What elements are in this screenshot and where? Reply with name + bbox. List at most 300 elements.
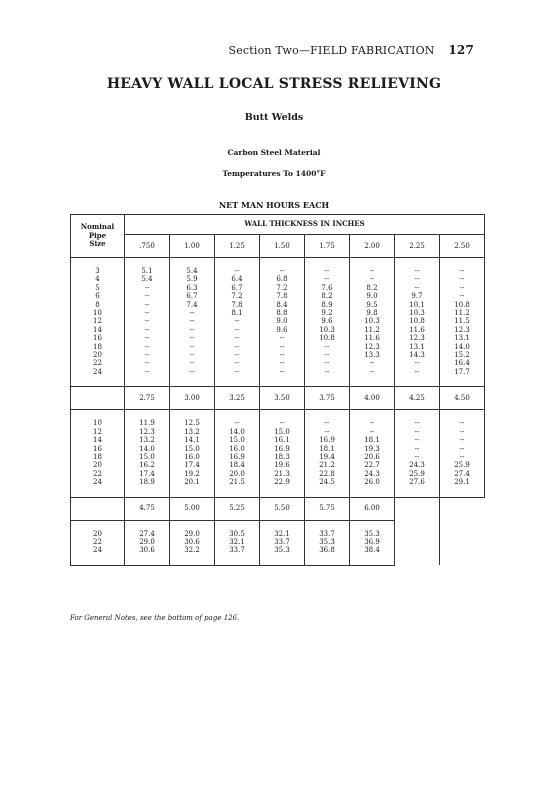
value-cell: 25.9 bbox=[395, 470, 440, 478]
value-cell: -- bbox=[215, 343, 260, 351]
spacer-row bbox=[71, 258, 485, 268]
spacer-cell bbox=[71, 487, 125, 498]
spacer-cell bbox=[125, 376, 170, 387]
thickness-header: .750 bbox=[125, 235, 170, 258]
value-cell: 9.7 bbox=[395, 292, 440, 300]
value-cell: 9.0 bbox=[350, 292, 395, 300]
value-cell: -- bbox=[125, 351, 170, 359]
spacer-cell bbox=[440, 376, 485, 387]
thickness-header: 5.25 bbox=[215, 497, 260, 520]
value-cell: 6.3 bbox=[170, 284, 215, 292]
value-cell: 21.3 bbox=[260, 470, 305, 478]
table-row bbox=[71, 453, 485, 461]
empty-cell bbox=[395, 530, 440, 538]
value-cell: 24.3 bbox=[350, 470, 395, 478]
value-cell: -- bbox=[395, 267, 440, 275]
value-cell: 16.9 bbox=[305, 436, 350, 444]
value-cell: 9.8 bbox=[350, 309, 395, 317]
value-cell: 8.9 bbox=[305, 301, 350, 309]
thickness-header: 6.00 bbox=[350, 497, 395, 520]
material-label: Carbon Steel Material bbox=[227, 148, 321, 157]
pipe-size-cell: 12 bbox=[71, 317, 125, 325]
value-cell: 15.0 bbox=[170, 445, 215, 453]
value-cell: 10.3 bbox=[350, 317, 395, 325]
spacer-cell bbox=[350, 555, 395, 566]
value-cell: 9.6 bbox=[260, 326, 305, 334]
spacer-cell bbox=[170, 376, 215, 387]
stub-header-line: Pipe bbox=[88, 230, 107, 240]
spacer-cell bbox=[395, 410, 440, 420]
stub-header bbox=[71, 215, 125, 258]
table-row bbox=[71, 343, 485, 351]
value-cell: 33.7 bbox=[260, 538, 305, 546]
table-row bbox=[71, 428, 485, 436]
value-cell: 33.7 bbox=[215, 546, 260, 554]
spacer-cell bbox=[350, 258, 395, 268]
empty-cell bbox=[395, 497, 440, 520]
empty-cell bbox=[440, 530, 485, 538]
table-row bbox=[71, 419, 485, 427]
value-cell: 7.6 bbox=[305, 284, 350, 292]
value-cell: -- bbox=[350, 428, 395, 436]
spacer-row bbox=[71, 520, 485, 530]
value-cell: -- bbox=[305, 267, 350, 275]
thickness-header: 1.75 bbox=[305, 235, 350, 258]
thickness-header: 4.75 bbox=[125, 497, 170, 520]
value-cell: -- bbox=[170, 334, 215, 342]
pipe-size-cell: 24 bbox=[71, 478, 125, 486]
spacer-cell bbox=[305, 520, 350, 530]
value-cell: 11.2 bbox=[350, 326, 395, 334]
pipe-size-cell: 22 bbox=[71, 359, 125, 367]
thickness-header: 3.75 bbox=[305, 387, 350, 410]
value-cell: -- bbox=[350, 267, 395, 275]
value-cell: -- bbox=[260, 343, 305, 351]
man-hours-table bbox=[70, 214, 485, 566]
table-row bbox=[71, 267, 485, 275]
value-cell: 27.6 bbox=[395, 478, 440, 486]
thickness-header: 4.25 bbox=[395, 387, 440, 410]
value-cell: 5.4 bbox=[125, 275, 170, 283]
spacer-row bbox=[71, 555, 485, 566]
value-cell: 18.4 bbox=[215, 461, 260, 469]
table-row bbox=[71, 309, 485, 317]
spacer-cell bbox=[71, 258, 125, 268]
spacer-cell bbox=[125, 258, 170, 268]
value-cell: -- bbox=[215, 359, 260, 367]
value-cell: 13.1 bbox=[395, 343, 440, 351]
spacer-cell bbox=[215, 258, 260, 268]
spacer-cell bbox=[395, 487, 440, 498]
value-cell: -- bbox=[440, 453, 485, 461]
value-cell: 15.0 bbox=[215, 436, 260, 444]
spacer-cell bbox=[395, 258, 440, 268]
pipe-size-cell: 24 bbox=[71, 546, 125, 554]
thickness-header: 1.00 bbox=[170, 235, 215, 258]
pipe-size-cell: 5 bbox=[71, 284, 125, 292]
value-cell: 13.2 bbox=[170, 428, 215, 436]
value-cell: -- bbox=[395, 436, 440, 444]
spacer-cell bbox=[215, 520, 260, 530]
value-cell: 17.4 bbox=[125, 470, 170, 478]
value-cell: 10.3 bbox=[395, 309, 440, 317]
value-cell: -- bbox=[170, 317, 215, 325]
table-row bbox=[71, 326, 485, 334]
value-cell: -- bbox=[440, 292, 485, 300]
pipe-size-cell: 20 bbox=[71, 461, 125, 469]
spacer-cell bbox=[170, 258, 215, 268]
value-cell: 16.9 bbox=[260, 445, 305, 453]
value-cell: -- bbox=[170, 343, 215, 351]
value-cell: 35.3 bbox=[350, 530, 395, 538]
spacer-cell bbox=[440, 410, 485, 420]
thickness-header: 1.50 bbox=[260, 235, 305, 258]
pipe-size-cell: 16 bbox=[71, 445, 125, 453]
value-cell: 6.8 bbox=[260, 275, 305, 283]
value-cell: 5.4 bbox=[170, 267, 215, 275]
value-cell: 18.3 bbox=[260, 453, 305, 461]
value-cell: -- bbox=[170, 359, 215, 367]
value-cell: -- bbox=[125, 334, 170, 342]
value-cell: 26.0 bbox=[350, 478, 395, 486]
value-cell: 11.6 bbox=[350, 334, 395, 342]
table-row bbox=[71, 284, 485, 292]
value-cell: 7.2 bbox=[215, 292, 260, 300]
value-cell: 19.4 bbox=[305, 453, 350, 461]
table-row bbox=[71, 478, 485, 486]
pipe-size-cell: 3 bbox=[71, 267, 125, 275]
pipe-size-cell: 20 bbox=[71, 530, 125, 538]
spacer-cell bbox=[395, 520, 440, 530]
thickness-header: 2.75 bbox=[125, 387, 170, 410]
thickness-header: 2.50 bbox=[440, 235, 485, 258]
value-cell: 32.1 bbox=[215, 538, 260, 546]
thickness-header: 3.00 bbox=[170, 387, 215, 410]
pipe-size-cell: 16 bbox=[71, 334, 125, 342]
value-cell: -- bbox=[125, 317, 170, 325]
value-cell: -- bbox=[395, 359, 440, 367]
spacer-cell bbox=[440, 258, 485, 268]
value-cell: 30.5 bbox=[215, 530, 260, 538]
value-cell: 16.0 bbox=[215, 445, 260, 453]
value-cell: -- bbox=[350, 419, 395, 427]
thickness-header-row bbox=[71, 497, 485, 520]
spacer-cell bbox=[260, 487, 305, 498]
spacer-cell bbox=[260, 258, 305, 268]
pipe-size-cell: 4 bbox=[71, 275, 125, 283]
value-cell: -- bbox=[350, 368, 395, 376]
table-row bbox=[71, 470, 485, 478]
value-cell: -- bbox=[170, 351, 215, 359]
spacer-cell bbox=[395, 555, 440, 566]
spacer-cell bbox=[440, 555, 485, 566]
spacer-cell bbox=[440, 520, 485, 530]
spacer-cell bbox=[305, 487, 350, 498]
value-cell: 11.9 bbox=[125, 419, 170, 427]
spacer-cell bbox=[260, 555, 305, 566]
value-cell: 18.9 bbox=[125, 478, 170, 486]
thickness-header: 3.25 bbox=[215, 387, 260, 410]
value-cell: -- bbox=[170, 326, 215, 334]
value-cell: -- bbox=[260, 334, 305, 342]
stub-header-line: Nominal bbox=[80, 222, 115, 232]
value-cell: -- bbox=[350, 275, 395, 283]
pipe-size-cell: 6 bbox=[71, 292, 125, 300]
value-cell: -- bbox=[440, 445, 485, 453]
value-cell: -- bbox=[125, 292, 170, 300]
value-cell: -- bbox=[170, 368, 215, 376]
spacer-cell bbox=[71, 520, 125, 530]
value-cell: -- bbox=[305, 428, 350, 436]
value-cell: 9.0 bbox=[260, 317, 305, 325]
value-cell: -- bbox=[125, 301, 170, 309]
spacer-cell bbox=[440, 487, 485, 498]
value-cell: 19.3 bbox=[350, 445, 395, 453]
value-cell: 30.6 bbox=[170, 538, 215, 546]
spacer-cell bbox=[215, 487, 260, 498]
value-cell: 12.3 bbox=[350, 343, 395, 351]
value-cell: 24.3 bbox=[395, 461, 440, 469]
spacer-cell bbox=[125, 410, 170, 420]
value-cell: -- bbox=[125, 359, 170, 367]
table-row bbox=[71, 461, 485, 469]
spacer-cell bbox=[395, 376, 440, 387]
value-cell: -- bbox=[125, 326, 170, 334]
man-hours-label: NET MAN HOURS EACH bbox=[218, 200, 330, 210]
value-cell: -- bbox=[440, 275, 485, 283]
pipe-size-cell: 14 bbox=[71, 436, 125, 444]
value-cell: 10.8 bbox=[305, 334, 350, 342]
thickness-header: 1.25 bbox=[215, 235, 260, 258]
value-cell: -- bbox=[125, 368, 170, 376]
pipe-size-cell: 10 bbox=[71, 419, 125, 427]
value-cell: -- bbox=[260, 419, 305, 427]
spacer-cell bbox=[305, 376, 350, 387]
thickness-header: 2.25 bbox=[395, 235, 440, 258]
pipe-size-cell: 10 bbox=[71, 309, 125, 317]
value-cell: 5.9 bbox=[170, 275, 215, 283]
spacer-row bbox=[71, 376, 485, 387]
value-cell: 12.5 bbox=[170, 419, 215, 427]
pipe-size-cell: 14 bbox=[71, 326, 125, 334]
value-cell: -- bbox=[395, 445, 440, 453]
value-cell: 13.1 bbox=[440, 334, 485, 342]
spacer-cell bbox=[305, 258, 350, 268]
pipe-size-cell: 24 bbox=[71, 368, 125, 376]
value-cell: 18.1 bbox=[305, 445, 350, 453]
value-cell: -- bbox=[125, 343, 170, 351]
table-row bbox=[71, 546, 485, 554]
value-cell: 6.4 bbox=[215, 275, 260, 283]
table-row bbox=[71, 436, 485, 444]
spacer-cell bbox=[71, 376, 125, 387]
empty-cell bbox=[440, 546, 485, 554]
value-cell: -- bbox=[170, 309, 215, 317]
value-cell: -- bbox=[125, 309, 170, 317]
spacer-cell bbox=[71, 555, 125, 566]
spacer-cell bbox=[170, 410, 215, 420]
value-cell: 14.0 bbox=[125, 445, 170, 453]
page-subtitle: Butt Welds bbox=[244, 112, 304, 123]
value-cell: 6.7 bbox=[170, 292, 215, 300]
value-cell: -- bbox=[395, 453, 440, 461]
table-row bbox=[71, 359, 485, 367]
value-cell: -- bbox=[305, 343, 350, 351]
value-cell: 36.8 bbox=[305, 546, 350, 554]
value-cell: -- bbox=[395, 419, 440, 427]
value-cell: 9.5 bbox=[350, 301, 395, 309]
thickness-header: 5.50 bbox=[260, 497, 305, 520]
value-cell: -- bbox=[215, 368, 260, 376]
value-cell: 18.1 bbox=[350, 436, 395, 444]
value-cell: 30.6 bbox=[125, 546, 170, 554]
value-cell: 9.6 bbox=[305, 317, 350, 325]
page-number: 127 bbox=[448, 43, 474, 57]
pipe-size-cell: 18 bbox=[71, 343, 125, 351]
value-cell: 11.5 bbox=[440, 317, 485, 325]
thickness-header-row bbox=[71, 235, 485, 258]
value-cell: -- bbox=[260, 368, 305, 376]
value-cell: -- bbox=[305, 368, 350, 376]
thickness-header-row bbox=[71, 387, 485, 410]
value-cell: 8.1 bbox=[215, 309, 260, 317]
spacer-cell bbox=[260, 410, 305, 420]
pipe-size-cell: 12 bbox=[71, 428, 125, 436]
value-cell: 10.3 bbox=[305, 326, 350, 334]
value-cell: 14.3 bbox=[395, 351, 440, 359]
value-cell: -- bbox=[305, 419, 350, 427]
value-cell: -- bbox=[305, 275, 350, 283]
value-cell: 14.0 bbox=[215, 428, 260, 436]
value-cell: -- bbox=[215, 351, 260, 359]
value-cell: -- bbox=[215, 326, 260, 334]
value-cell: 21.2 bbox=[305, 461, 350, 469]
spacer-cell bbox=[215, 555, 260, 566]
value-cell: -- bbox=[395, 368, 440, 376]
spacer-cell bbox=[215, 376, 260, 387]
table-row bbox=[71, 368, 485, 376]
value-cell: 32.1 bbox=[260, 530, 305, 538]
value-cell: 10.8 bbox=[395, 317, 440, 325]
table-row bbox=[71, 334, 485, 342]
value-cell: -- bbox=[215, 419, 260, 427]
pipe-size-cell: 18 bbox=[71, 453, 125, 461]
spacer-cell bbox=[125, 487, 170, 498]
value-cell: 6.7 bbox=[215, 284, 260, 292]
value-cell: 7.2 bbox=[260, 284, 305, 292]
value-cell: 19.6 bbox=[260, 461, 305, 469]
value-cell: 27.4 bbox=[440, 470, 485, 478]
value-cell: 7.8 bbox=[215, 301, 260, 309]
empty-cell bbox=[395, 546, 440, 554]
spacer-cell bbox=[260, 520, 305, 530]
value-cell: -- bbox=[440, 436, 485, 444]
value-cell: 19.2 bbox=[170, 470, 215, 478]
spacer-row bbox=[71, 487, 485, 498]
value-cell: 16.4 bbox=[440, 359, 485, 367]
pipe-size-cell: 22 bbox=[71, 538, 125, 546]
value-cell: 10.1 bbox=[395, 301, 440, 309]
value-cell: 29.0 bbox=[170, 530, 215, 538]
thickness-header: 4.50 bbox=[440, 387, 485, 410]
value-cell: 17.4 bbox=[170, 461, 215, 469]
section-label: Section Two—FIELD FABRICATION bbox=[228, 44, 435, 57]
empty-cell bbox=[440, 538, 485, 546]
value-cell: -- bbox=[215, 317, 260, 325]
stub-cell bbox=[71, 497, 125, 520]
value-cell: 33.7 bbox=[305, 530, 350, 538]
empty-cell bbox=[440, 497, 485, 520]
value-cell: 20.0 bbox=[215, 470, 260, 478]
spacer-cell bbox=[170, 520, 215, 530]
value-cell: 15.0 bbox=[260, 428, 305, 436]
value-cell: 21.5 bbox=[215, 478, 260, 486]
value-cell: 8.2 bbox=[305, 292, 350, 300]
value-cell: 8.4 bbox=[260, 301, 305, 309]
spacer-cell bbox=[350, 376, 395, 387]
value-cell: -- bbox=[260, 351, 305, 359]
spacer-cell bbox=[125, 555, 170, 566]
value-cell: 20.1 bbox=[170, 478, 215, 486]
value-cell: 12.3 bbox=[440, 326, 485, 334]
value-cell: 22.8 bbox=[305, 470, 350, 478]
empty-cell bbox=[395, 538, 440, 546]
value-cell: 16.9 bbox=[215, 453, 260, 461]
spacer-cell bbox=[305, 555, 350, 566]
table-row bbox=[71, 538, 485, 546]
spacer-cell bbox=[350, 520, 395, 530]
value-cell: 29.0 bbox=[125, 538, 170, 546]
value-cell: 12.3 bbox=[125, 428, 170, 436]
spacer-cell bbox=[215, 410, 260, 420]
table-row bbox=[71, 445, 485, 453]
value-cell: 29.1 bbox=[440, 478, 485, 486]
value-cell: 9.2 bbox=[305, 309, 350, 317]
value-cell: 20.6 bbox=[350, 453, 395, 461]
value-cell: 14.0 bbox=[440, 343, 485, 351]
value-cell: 35.3 bbox=[260, 546, 305, 554]
spacer-cell bbox=[71, 410, 125, 420]
thickness-header: 4.00 bbox=[350, 387, 395, 410]
spacer-row bbox=[71, 410, 485, 420]
value-cell: 11.6 bbox=[395, 326, 440, 334]
value-cell: 5.1 bbox=[125, 267, 170, 275]
value-cell: 7.8 bbox=[260, 292, 305, 300]
value-cell: 14.1 bbox=[170, 436, 215, 444]
table-row bbox=[71, 275, 485, 283]
spacer-cell bbox=[170, 555, 215, 566]
value-cell: 8.8 bbox=[260, 309, 305, 317]
value-cell: 13.2 bbox=[125, 436, 170, 444]
value-cell: -- bbox=[440, 419, 485, 427]
value-cell: -- bbox=[125, 284, 170, 292]
value-cell: 16.0 bbox=[170, 453, 215, 461]
thickness-header: 5.75 bbox=[305, 497, 350, 520]
table-row bbox=[71, 317, 485, 325]
value-cell: -- bbox=[440, 267, 485, 275]
table-row bbox=[71, 351, 485, 359]
table-row bbox=[71, 292, 485, 300]
value-cell: 32.2 bbox=[170, 546, 215, 554]
value-cell: -- bbox=[350, 359, 395, 367]
value-cell: 36.9 bbox=[350, 538, 395, 546]
value-cell: 15.2 bbox=[440, 351, 485, 359]
table-body bbox=[71, 258, 485, 566]
spacer-cell bbox=[260, 376, 305, 387]
spacer-cell bbox=[305, 410, 350, 420]
pipe-size-cell: 8 bbox=[71, 301, 125, 309]
footnote: For General Notes, see the bottom of page 126. bbox=[70, 614, 240, 622]
